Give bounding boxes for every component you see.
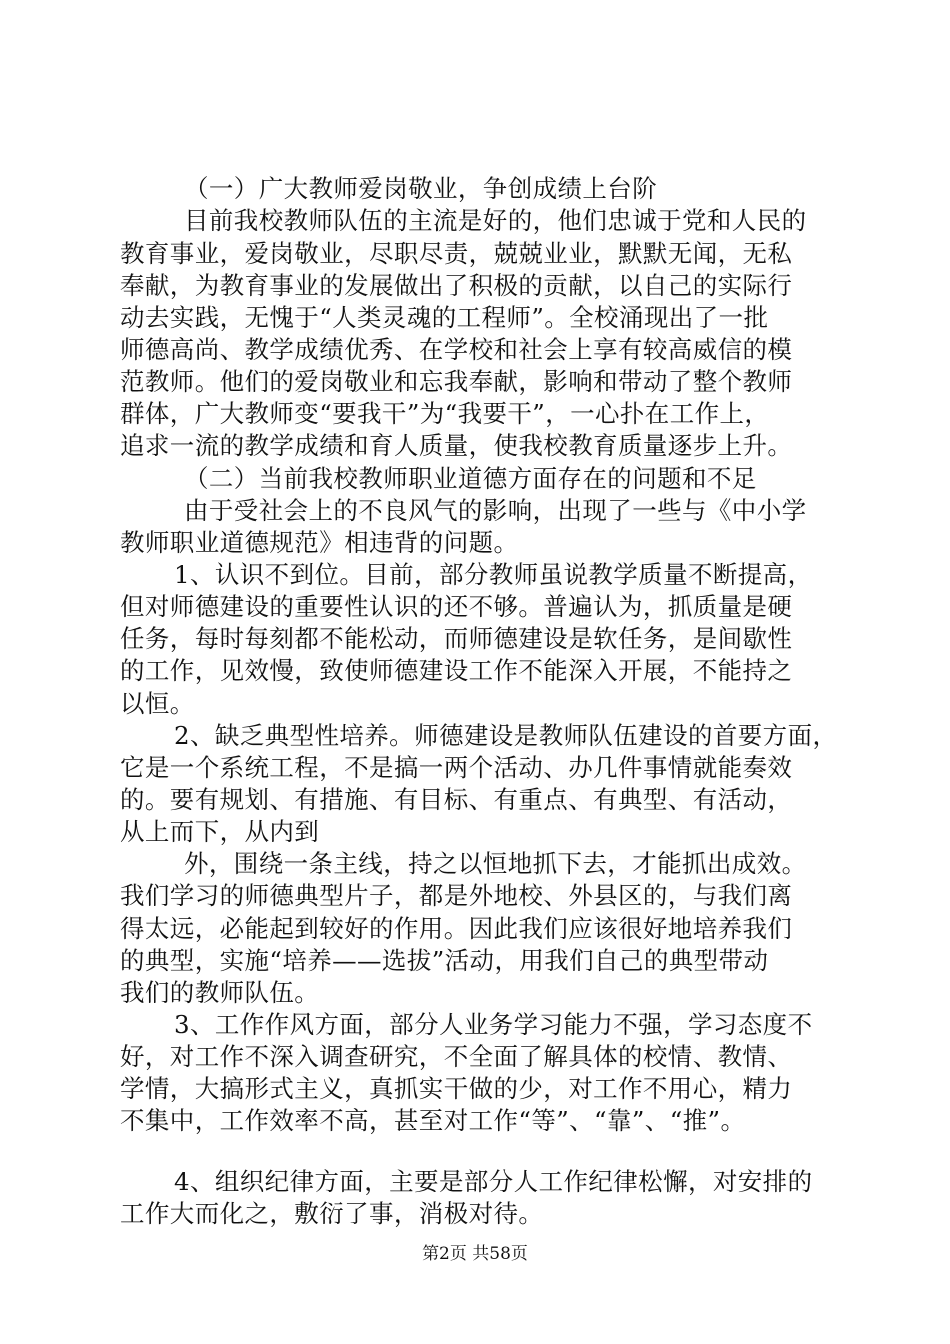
- paragraph-line: 好，对工作不深入调查研究，不全面了解具体的校情、教情、: [120, 1042, 793, 1071]
- paragraph-line: 范教师。他们的爱岗敬业和忘我奉献，影响和带动了整个教师: [120, 367, 793, 396]
- paragraph-line: 追求一流的教学成绩和育人质量，使我校教育质量逐步上升。: [120, 431, 793, 460]
- paragraph-line: 奉献，为教育事业的发展做出了积极的贡献，以自己的实际行: [120, 271, 793, 300]
- paragraph-line: 不集中，工作效率不高，甚至对工作“等”、“靠”、“推”。: [120, 1106, 746, 1135]
- paragraph-line: 师德高尚、教学成绩优秀、在学校和社会上享有较高威信的模: [120, 335, 793, 364]
- heading-1: （一）广大教师爱岗敬业，争创成绩上台阶: [184, 174, 658, 203]
- paragraph-line: 得太远，必能起到较好的作用。因此我们应该很好地培养我们: [120, 914, 793, 943]
- paragraph-line: 工作大而化之，敷衍了事，消极对待。: [120, 1199, 544, 1228]
- paragraph-line: 它是一个系统工程，不是搞一两个活动、办几件事情就能奏效: [120, 753, 793, 782]
- paragraph-line: 由于受社会上的不良风气的影响，出现了一些与《中小学: [184, 496, 807, 525]
- paragraph-line: 教师职业道德规范》相违背的问题。: [120, 528, 519, 557]
- paragraph-line: 目前我校教师队伍的主流是好的，他们忠诚于党和人民的: [184, 206, 807, 235]
- paragraph-line: 的工作，见效慢，致使师德建设工作不能深入开展，不能持之: [120, 656, 793, 685]
- paragraph-line: 4、组织纪律方面，主要是部分人工作纪律松懈，对安排的: [174, 1167, 813, 1196]
- paragraph-line: 3、工作作风方面，部分人业务学习能力不强，学习态度不: [174, 1010, 813, 1039]
- heading-2: （二）当前我校教师职业道德方面存在的问题和不足: [184, 464, 757, 493]
- paragraph-line: 动去实践，无愧于“人类灵魂的工程师”。全校涌现出了一批: [120, 303, 769, 332]
- paragraph-line: 的。要有规划、有措施、有目标、有重点、有典型、有活动，: [120, 785, 793, 814]
- paragraph-line: 我们的教师队伍。: [120, 978, 320, 1007]
- paragraph-line: 外，围绕一条主线，持之以恒地抓下去，才能抓出成效。: [184, 849, 807, 878]
- paragraph-line: 学情，大搞形式主义，真抓实干做的少，对工作不用心，精力: [120, 1074, 793, 1103]
- page-number-footer: 第2页 共58页: [422, 1244, 528, 1264]
- paragraph-line: 的典型，实施“培养——选拔”活动，用我们自己的典型带动: [120, 946, 769, 975]
- paragraph-line: 2、缺乏典型性培养。师德建设是教师队伍建设的首要方面，: [174, 721, 838, 750]
- paragraph-line: 1、认识不到位。目前，部分教师虽说教学质量不断提高，: [174, 560, 813, 589]
- paragraph-line: 任务，每时每刻都不能松动，而师德建设是软任务，是间歇性: [120, 624, 793, 653]
- paragraph-line: 以恒。: [120, 689, 195, 718]
- paragraph-line: 教育事业，爱岗敬业，尽职尽责，兢兢业业，默默无闻，无私: [120, 239, 793, 268]
- paragraph-line: 我们学习的师德典型片子，都是外地校、外县区的，与我们离: [120, 881, 793, 910]
- paragraph-line: 但对师德建设的重要性认识的还不够。普遍认为，抓质量是硬: [120, 592, 793, 621]
- paragraph-line: 群体，广大教师变“要我干”为“我要干”，一心扑在工作上，: [120, 399, 770, 428]
- paragraph-line: 从上而下，从内到: [120, 817, 320, 846]
